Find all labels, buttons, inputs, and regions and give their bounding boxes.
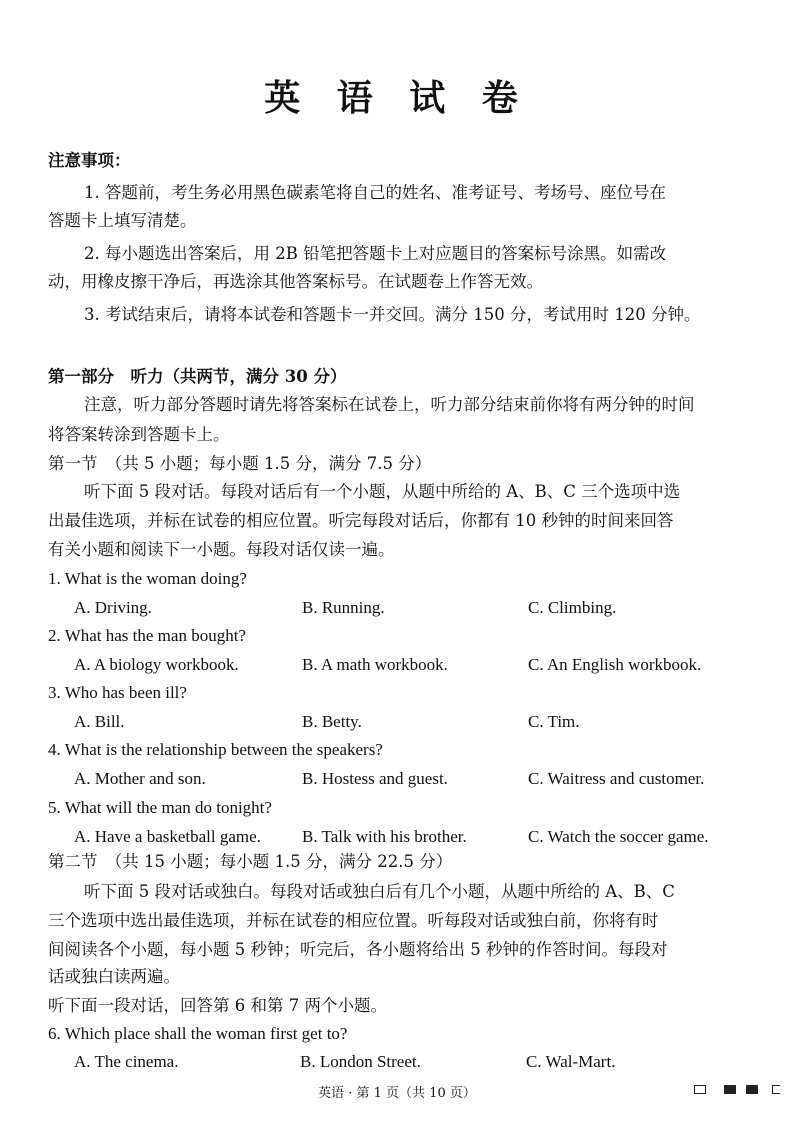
mark-square-empty-icon (694, 1085, 706, 1094)
page-title: 英 语 试 卷 (264, 77, 530, 119)
section2-instructions: 听下面 5 段对话或独白。每段对话或独白后有几个小题，从题中所给的 A、B、C (84, 882, 675, 901)
part1-heading: 第一部分 听力（共两节，满分 30 分） (48, 367, 347, 386)
question-group-intro: 听下面一段对话，回答第 6 和第 7 两个小题。 (48, 996, 387, 1015)
question-1-option-a: A. Driving. (74, 598, 152, 617)
question-5-option-c: C. Watch the soccer game. (528, 827, 709, 846)
notice-item-2: 2. 每小题选出答案后，用 2B 铅笔把答题卡上对应题目的答案标号涂黑。如需改 (84, 244, 667, 263)
section1-instructions-2: 出最佳选项，并标在试卷的相应位置。听完每段对话后，你都有 10 秒钟的时间来回答 (48, 511, 674, 530)
notice-item-1: 1. 答题前，考生务必用黑色碳素笔将自己的姓名、准考证号、考场号、座位号在 (84, 183, 666, 202)
part1-note-cont: 将答案转涂到答题卡上。 (48, 425, 230, 444)
question-2-option-b: B. A math workbook. (302, 655, 448, 674)
question-6-option-b: B. London Street. (300, 1052, 421, 1071)
question-4-stem: 4. What is the relationship between the speakers? (48, 740, 383, 759)
section2-instructions-2: 三个选项中选出最佳选项，并标在试卷的相应位置。听每段对话或独白前，你将有时 (48, 911, 659, 930)
section2-heading: 第二节 （共 15 小题；每小题 1.5 分，满分 22.5 分） (48, 852, 453, 871)
mark-square-filled-icon (724, 1085, 736, 1094)
question-5-stem: 5. What will the man do tonight? (48, 798, 272, 817)
question-6-stem: 6. Which place shall the woman first get to? (48, 1024, 348, 1043)
section1-instructions-3: 有关小题和阅读下一小题。每段对话仅读一遍。 (48, 540, 395, 559)
question-3-option-b: B. Betty. (302, 712, 362, 731)
question-3-option-a: A. Bill. (74, 712, 125, 731)
page-footer: 英语 · 第 1 页（共 10 页） (318, 1086, 476, 1101)
mark-bracket-icon (772, 1085, 780, 1094)
section2-instructions-4: 话或独白读两遍。 (48, 967, 180, 986)
question-4-option-c: C. Waitress and customer. (528, 769, 705, 788)
question-5-option-b: B. Talk with his brother. (302, 827, 467, 846)
section2-instructions-3: 间阅读各个小题，每小题 5 秒钟；听完后，各小题将给出 5 秒钟的作答时间。每段对 (48, 940, 668, 959)
notice-heading: 注意事项： (48, 151, 131, 170)
section1-instructions: 听下面 5 段对话。每段对话后有一个小题，从题中所给的 A、B、C 三个选项中选 (84, 482, 681, 501)
question-5-option-a: A. Have a basketball game. (74, 827, 261, 846)
notice-item-3: 3. 考试结束后，请将本试卷和答题卡一并交回。满分 150 分，考试用时 120 分钟。 (84, 305, 701, 324)
mark-square-filled-icon (746, 1085, 758, 1094)
question-6-option-c: C. Wal-Mart. (526, 1052, 616, 1071)
question-2-stem: 2. What has the man bought? (48, 626, 246, 645)
question-4-option-a: A. Mother and son. (74, 769, 206, 788)
notice-item-2-cont: 动，用橡皮擦干净后，再选涂其他答案标号。在试题卷上作答无效。 (48, 272, 543, 291)
question-2-option-a: A. A biology workbook. (74, 655, 239, 674)
section1-heading: 第一节 （共 5 小题；每小题 1.5 分，满分 7.5 分） (48, 454, 432, 473)
question-3-stem: 3. Who has been ill? (48, 683, 187, 702)
question-2-option-c: C. An English workbook. (528, 655, 702, 674)
page-marks (690, 1083, 790, 1097)
notice-item-1-cont: 答题卡上填写清楚。 (48, 211, 197, 230)
question-1-stem: 1. What is the woman doing? (48, 569, 247, 588)
question-3-option-c: C. Tim. (528, 712, 580, 731)
part1-note: 注意，听力部分答题时请先将答案标在试卷上，听力部分结束前你将有两分钟的时间 (84, 395, 695, 414)
question-1-option-c: C. Climbing. (528, 598, 617, 617)
question-4-option-b: B. Hostess and guest. (302, 769, 448, 788)
question-1-option-b: B. Running. (302, 598, 385, 617)
question-6-option-a: A. The cinema. (74, 1052, 179, 1071)
